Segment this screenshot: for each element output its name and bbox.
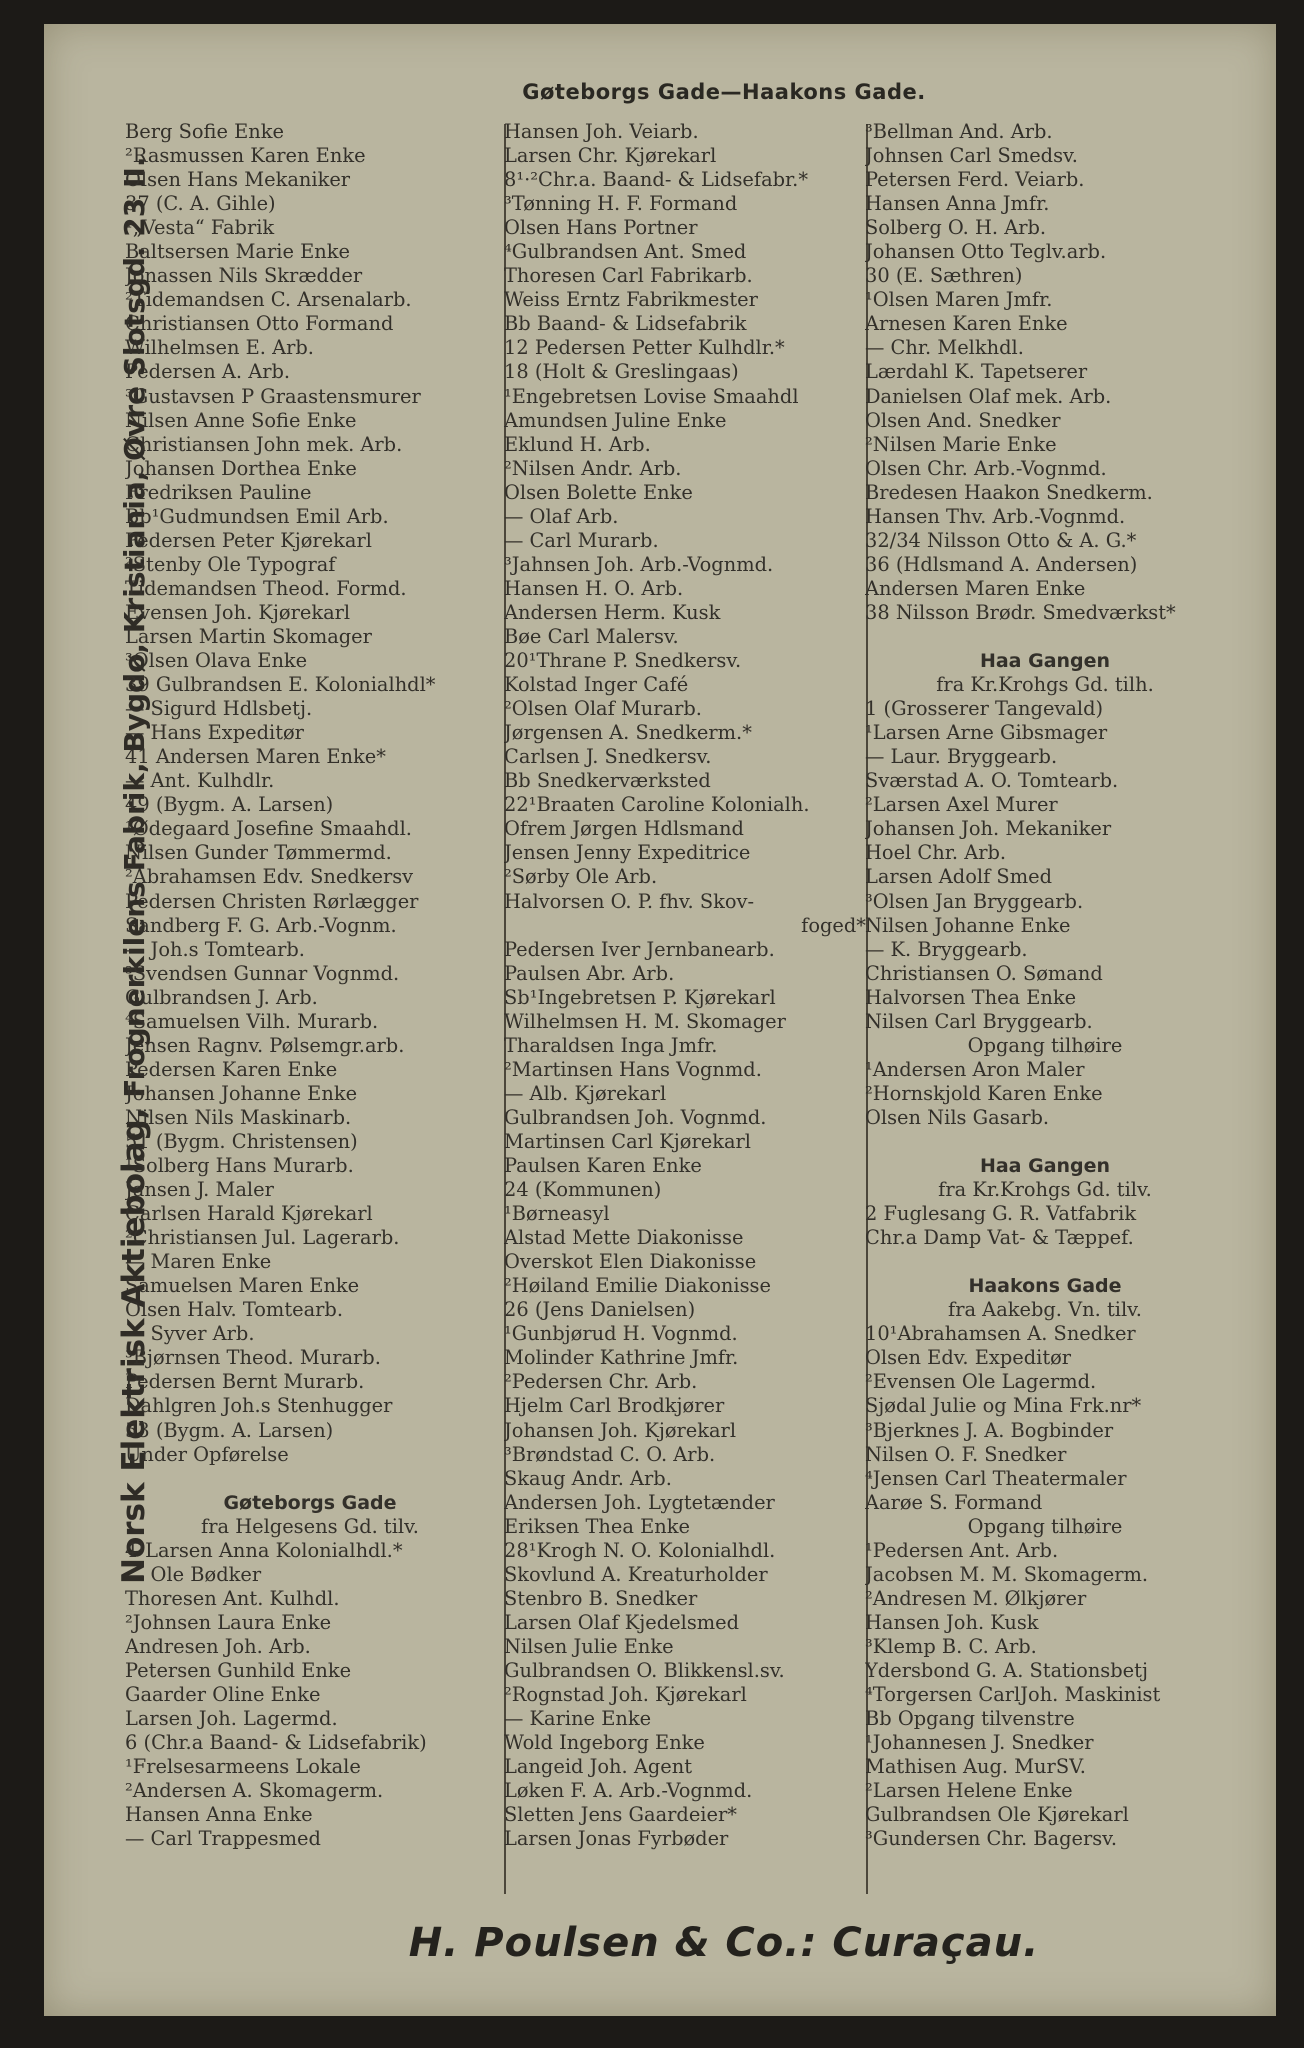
directory-entry: ²Sørby Ole Arb. bbox=[504, 865, 658, 889]
directory-entry: Larsen Adolf Smed bbox=[865, 865, 1052, 889]
section-heading: Haakons Gade bbox=[968, 1275, 1122, 1298]
directory-entry: Under Opførelse bbox=[125, 1442, 289, 1466]
directory-entry: 39 Gulbrandsen E. Kolonialhdl* bbox=[125, 673, 436, 697]
directory-entry: Dahlgren Joh.s Stenhugger bbox=[125, 1394, 393, 1418]
directory-entry: Gulbrandsen O. Blikkensl.sv. bbox=[504, 1659, 785, 1682]
directory-entry: Pedersen Christen Rørlægger bbox=[125, 889, 419, 913]
directory-entry: Halvorsen Thea Enke bbox=[865, 985, 1077, 1009]
side-ad-company: Norsk Elektrisk Aktiebolag, bbox=[116, 1107, 152, 1584]
directory-entry: Aarøe S. Formand bbox=[865, 1490, 1043, 1514]
directory-entry: Carlsen J. Snedkersv. bbox=[504, 745, 712, 769]
directory-entry: Sandberg F. G. Arb.-Vognm. bbox=[125, 913, 397, 937]
directory-entry: 49 (Bygm. A. Larsen) bbox=[125, 793, 334, 817]
directory-entry: ⁴Samuelsen Vilh. Murarb. bbox=[125, 1009, 379, 1033]
directory-entry: Hansen Thv. Arb.-Vognmd. bbox=[865, 504, 1126, 528]
section-gap bbox=[865, 1130, 1225, 1154]
directory-entry: Overskot Elen Diakonisse bbox=[504, 1250, 757, 1274]
section-subheading: fra Aakebg. Vn. tilv. bbox=[948, 1298, 1142, 1322]
directory-entry: Larsen Chr. Kjørekarl bbox=[504, 144, 717, 168]
directory-entry: Martinsen Carl Kjørekarl bbox=[504, 1129, 751, 1153]
page-footer-advertisement: H. Poulsen & Co.: Curaçau. bbox=[408, 1920, 1040, 1966]
directory-entry: ¹Larsen Arne Gibsmager bbox=[865, 721, 1108, 745]
directory-entry: Nilsen Johanne Enke bbox=[865, 913, 1071, 937]
directory-entry: Pedersen Peter Kjørekarl bbox=[125, 528, 372, 552]
directory-entry: Olsen Halv. Tomtearb. bbox=[125, 1298, 343, 1322]
section-subheading: fra Kr.Krohgs Gd. tilh. bbox=[936, 673, 1154, 697]
directory-entry: Tharaldsen Inga Jmfr. bbox=[504, 1033, 718, 1057]
directory-entry: ²Johnsen Laura Enke bbox=[125, 1610, 332, 1634]
directory-entry: Petersen Ferd. Veiarb. bbox=[865, 168, 1085, 192]
directory-entry: Bb Opgang tilvenstre bbox=[865, 1707, 1075, 1731]
directory-entry: Nilsen O. F. Snedker bbox=[865, 1442, 1067, 1466]
directory-entry: Weiss Erntz Fabrikmester bbox=[504, 288, 758, 312]
directory-entry: ¹„Vesta“ Fabrik bbox=[125, 216, 275, 240]
directory-entry: Hansen Anna Jmfr. bbox=[865, 192, 1050, 216]
directory-entry: Bøe Carl Malersv. bbox=[504, 624, 679, 648]
directory-entry: Eklund H. Arb. bbox=[504, 432, 651, 456]
directory-entry: ³Brøndstad C. O. Arb. bbox=[504, 1442, 716, 1466]
directory-entry: ²Christiansen Jul. Lagerarb. bbox=[125, 1226, 400, 1250]
directory-entry: Johnsen Carl Smedsv. bbox=[865, 144, 1078, 168]
directory-entry: ²Rasmussen Karen Enke bbox=[125, 144, 366, 168]
directory-entry: ⁴Jensen Carl Theatermaler bbox=[865, 1466, 1127, 1490]
directory-entry: Hansen Anna Enke bbox=[125, 1803, 313, 1827]
directory-entry: ³Klemp B. C. Arb. bbox=[865, 1634, 1037, 1658]
directory-entry: ²Larsen Axel Murer bbox=[865, 793, 1058, 817]
directory-entry: 22¹Braaten Caroline Kolonialh. bbox=[504, 793, 810, 817]
directory-entry: Hoel Chr. Arb. bbox=[865, 841, 1007, 865]
directory-entry: Olsen Edv. Expeditør bbox=[865, 1346, 1072, 1370]
directory-entry: Nilsen Anne Sofie Enke bbox=[125, 408, 357, 432]
directory-entry: — Ole Bødker bbox=[125, 1562, 262, 1586]
directory-entry: Kolstad Inger Café bbox=[504, 673, 689, 697]
directory-entry: ³Olsen Olava Enke bbox=[125, 649, 308, 673]
directory-entry: Pedersen Iver Jernbanearb. bbox=[504, 937, 775, 961]
directory-entry: Christiansen O. Sømand bbox=[865, 961, 1103, 985]
directory-entry: Jensen Jenny Expeditrice bbox=[504, 841, 751, 865]
section-subheading: fra Helgesens Gd. tilv. bbox=[201, 1514, 419, 1538]
directory-entry: Bb Baand- & Lidsefabrik bbox=[504, 312, 747, 336]
directory-entry: ²Nilsen Andr. Arb. bbox=[504, 456, 682, 480]
directory-entry: Chr.a Damp Vat- & Tæppef. bbox=[865, 1226, 1134, 1250]
directory-entry: Gulbrandsen Ole Kjørekarl bbox=[865, 1803, 1129, 1827]
directory-entry: Evensen Joh. Kjørekarl bbox=[125, 600, 351, 624]
directory-entry: 37 (C. A. Gihle) bbox=[125, 192, 276, 216]
directory-entry: Wold Ingeborg Enke bbox=[504, 1731, 705, 1755]
directory-entry: ¹Olsen Maren Jmfr. bbox=[865, 288, 1053, 312]
directory-entry: Olsen And. Snedker bbox=[865, 408, 1061, 432]
section-subheading: Opgang tilhøire bbox=[967, 1514, 1123, 1538]
directory-entry: ¹Pedersen Ant. Arb. bbox=[865, 1538, 1059, 1562]
directory-entry: Sjødal Julie og Mina Frk.nr* bbox=[865, 1394, 1142, 1418]
directory-entry: Olsen Hans Mekaniker bbox=[125, 168, 351, 192]
directory-entry: Jacobsen M. M. Skomagerm. bbox=[865, 1562, 1149, 1586]
directory-entry: Arnesen Karen Enke bbox=[865, 312, 1068, 336]
directory-entry: 32/34 Nilsson Otto & A. G.* bbox=[865, 528, 1137, 552]
directory-entry: Skovlund A. Kreaturholder bbox=[504, 1562, 768, 1586]
directory-entry: Johansen Otto Teglv.arb. bbox=[865, 240, 1107, 264]
directory-entry: Pedersen Bernt Murarb. bbox=[125, 1370, 365, 1394]
directory-entry: ³Svendsen Gunnar Vognmd. bbox=[125, 961, 400, 985]
directory-entry: — Hans Expeditør bbox=[125, 721, 304, 745]
directory-entry: Hansen H. O. Arb. bbox=[504, 576, 684, 600]
directory-entry: 24 (Kommunen) bbox=[504, 1178, 662, 1202]
directory-entry: 28¹Krogh N. O. Kolonialhdl. bbox=[504, 1538, 776, 1562]
directory-entry: — Laur. Bryggearb. bbox=[865, 745, 1058, 769]
directory-entry: Larsen Olaf Kjedelsmed bbox=[504, 1610, 740, 1634]
directory-entry: Wilhelmsen H. M. Skomager bbox=[504, 1009, 786, 1033]
directory-entry: Gulbrandsen J. Arb. bbox=[125, 985, 318, 1009]
directory-entry: ¹Gunbjørud H. Vognmd. bbox=[504, 1322, 738, 1346]
directory-entry: ³Jahnsen Joh. Arb.-Vognmd. bbox=[504, 552, 774, 576]
directory-entry: — Carl Trappesmed bbox=[125, 1827, 321, 1851]
section-gap bbox=[865, 1250, 1225, 1274]
directory-entry: Bb¹Gudmundsen Emil Arb. bbox=[125, 504, 389, 528]
directory-entry: Nilsen Gunder Tømmermd. bbox=[125, 841, 392, 865]
directory-entry: 26 (Jens Danielsen) bbox=[504, 1298, 696, 1322]
directory-entry: Hansen Joh. Veiarb. bbox=[504, 120, 699, 143]
directory-entry: — Sigurd Hdlsbetj. bbox=[125, 697, 313, 721]
directory-entry: ²Tidemandsen C. Arsenalarb. bbox=[125, 288, 412, 312]
directory-entry: ²Larsen Helene Enke bbox=[865, 1779, 1073, 1803]
directory-entry: Petersen Gunhild Enke bbox=[125, 1659, 352, 1682]
directory-entry: 38 Nilsson Brødr. Smedværkst* bbox=[865, 600, 1176, 624]
directory-entry: ¹Solberg Hans Murarb. bbox=[125, 1154, 354, 1178]
directory-entry: Andersen Maren Enke bbox=[865, 576, 1086, 600]
directory-entry: ³Gundersen Chr. Bagersv. bbox=[865, 1827, 1118, 1851]
directory-entry: ²Andersen A. Skomagerm. bbox=[125, 1779, 384, 1803]
directory-entry: — Karine Enke bbox=[504, 1707, 652, 1731]
directory-entry: Nilsen Julie Enke bbox=[504, 1634, 674, 1658]
page-header: Gøteborgs Gade—Haakons Gade. bbox=[522, 80, 926, 104]
directory-entry: Olsen Chr. Arb.-Vognmd. bbox=[865, 456, 1107, 480]
directory-entry: Johansen Joh. Mekaniker bbox=[865, 817, 1112, 841]
directory-entry: ¹Frelsesarmeens Lokale bbox=[125, 1755, 361, 1779]
directory-entry: Jansen J. Maler bbox=[125, 1178, 274, 1202]
directory-entry: ²Abrahamsen Edv. Snedkersv bbox=[125, 865, 414, 889]
directory-column-1 bbox=[125, 120, 495, 1851]
directory-entry: ³Bjerknes J. A. Bogbinder bbox=[865, 1418, 1114, 1442]
directory-entry: Sværstad A. O. Tomtearb. bbox=[865, 769, 1119, 793]
directory-entry: — Carl Murarb. bbox=[504, 528, 659, 552]
section-heading: Haa Gangen bbox=[979, 1155, 1111, 1178]
directory-entry: ³Bellman And. Arb. bbox=[865, 120, 1053, 143]
directory-entry: 2 Fuglesang G. R. Vatfabrik bbox=[865, 1202, 1137, 1226]
directory-column-3 bbox=[865, 120, 1225, 1851]
section-gap bbox=[125, 1467, 495, 1491]
directory-entry: Hjelm Carl Brodkjører bbox=[504, 1394, 725, 1418]
directory-entry: 41 Andersen Maren Enke* bbox=[125, 745, 386, 769]
directory-entry: Christiansen John mek. Arb. bbox=[125, 432, 403, 456]
directory-entry: 8¹·²Chr.a. Baand- & Lidsefabr.* bbox=[504, 168, 809, 192]
directory-entry: — Maren Enke bbox=[125, 1250, 272, 1274]
directory-column-2 bbox=[504, 120, 866, 1851]
directory-entry: Ofrem Jørgen Hdlsmand bbox=[504, 817, 744, 841]
directory-entry: — Chr. Melkhdl. bbox=[865, 336, 1024, 360]
directory-entry: Olsen Hans Portner bbox=[504, 216, 698, 240]
directory-entry: Bredesen Haakon Snedkerm. bbox=[865, 480, 1153, 504]
directory-entry: Danielsen Olaf mek. Arb. bbox=[865, 384, 1112, 408]
directory-entry: Bb Snedkerværksted bbox=[504, 769, 711, 793]
directory-entry: Mathisen Aug. MurSV. bbox=[865, 1755, 1086, 1779]
directory-entry: foged* bbox=[801, 913, 866, 937]
directory-entry: Solberg O. H. Arb. bbox=[865, 216, 1047, 240]
directory-entry: Johansen Joh. Kjørekarl bbox=[504, 1418, 737, 1442]
section-heading: Gøteborgs Gade bbox=[223, 1491, 397, 1514]
directory-entry: ²Olsen Olaf Murarb. bbox=[504, 697, 702, 721]
directory-entry: ⁴Gulbrandsen Ant. Smed bbox=[504, 240, 747, 264]
section-subheading: fra Kr.Krohgs Gd. tilv. bbox=[938, 1178, 1152, 1202]
directory-entry: ¹Engebretsen Lovise Smaahdl bbox=[504, 384, 799, 408]
directory-entry: Larsen Martin Skomager bbox=[125, 624, 372, 648]
directory-entry: ³Tønning H. F. Formand bbox=[504, 192, 738, 216]
directory-entry: — K. Bryggearb. bbox=[865, 937, 1028, 961]
section-gap bbox=[865, 625, 1225, 649]
directory-entry: 30 (E. Sæthren) bbox=[865, 264, 1023, 288]
directory-entry: Christiansen Otto Formand bbox=[125, 312, 394, 336]
directory-entry: ¹Johannesen J. Snedker bbox=[865, 1731, 1094, 1755]
side-ad-text: Frognerkilens Fabrik, Bygdø, Kristiania, Øvre Slotsgd. 23 II. bbox=[118, 156, 151, 1098]
directory-entry: ³Bjørnsen Theod. Murarb. bbox=[125, 1346, 381, 1370]
directory-entry: Skaug Andr. Arb. bbox=[504, 1466, 672, 1490]
directory-entry: Eriksen Thea Enke bbox=[504, 1514, 690, 1538]
directory-entry: 18 (Holt & Greslingaas) bbox=[504, 360, 739, 384]
directory-entry: Jensen Ragnv. Pølsemgr.arb. bbox=[125, 1033, 405, 1057]
directory-entry: Lærdahl K. Tapetserer bbox=[865, 360, 1088, 384]
directory-entry: ²Hornskjold Karen Enke bbox=[865, 1081, 1103, 1105]
directory-entry: Sb¹Ingebretsen P. Kjørekarl bbox=[504, 985, 776, 1009]
directory-entry: ³Gustavsen P Graastensmurer bbox=[125, 384, 421, 408]
directory-entry: Stenbro B. Snedker bbox=[504, 1586, 698, 1610]
directory-entry: ²Pedersen Chr. Arb. bbox=[504, 1370, 698, 1394]
directory-entry: Nilsen Carl Bryggearb. bbox=[865, 1009, 1093, 1033]
directory-entry: Amundsen Juline Enke bbox=[504, 408, 727, 432]
directory-entry: Nilsen Nils Maskinarb. bbox=[125, 1105, 352, 1129]
directory-entry: Baltsersen Marie Enke bbox=[125, 240, 350, 264]
directory-entry: Sletten Jens Gaardeier* bbox=[504, 1803, 737, 1827]
directory-entry: 4¹Larsen Anna Kolonialhdl.* bbox=[125, 1538, 403, 1562]
directory-entry: ²Martinsen Hans Vognmd. bbox=[504, 1057, 762, 1081]
directory-entry: Alstad Mette Diakonisse bbox=[504, 1226, 744, 1250]
directory-entry: Gaarder Oline Enke bbox=[125, 1683, 321, 1707]
directory-entry: 1 (Grosserer Tangevald) bbox=[865, 697, 1104, 721]
directory-entry: ⁴Torgersen CarlJoh. Maskinist bbox=[865, 1683, 1161, 1707]
directory-entry: Fredriksen Pauline bbox=[125, 480, 312, 504]
directory-entry: Johansen Johanne Enke bbox=[125, 1081, 358, 1105]
directory-entry: Hansen Joh. Kusk bbox=[865, 1610, 1039, 1634]
directory-entry: ²Høiland Emilie Diakonisse bbox=[504, 1274, 771, 1298]
directory-entry: ¹Andersen Aron Maler bbox=[865, 1057, 1085, 1081]
directory-entry: — Syver Arb. bbox=[125, 1322, 255, 1346]
directory-entry: 12 Pedersen Petter Kulhdlr.* bbox=[504, 336, 785, 360]
directory-entry: ²Evensen Ole Lagermd. bbox=[865, 1370, 1097, 1394]
directory-entry: 6 (Chr.a Baand- & Lidsefabrik) bbox=[125, 1731, 427, 1755]
directory-entry: Thoresen Carl Fabrikarb. bbox=[504, 264, 753, 288]
directory-entry: Paulsen Abr. Arb. bbox=[504, 961, 675, 985]
directory-entry: 51 (Bygm. Christensen) bbox=[125, 1129, 358, 1153]
directory-entry: ²Nilsen Marie Enke bbox=[865, 432, 1057, 456]
directory-entry: 53 (Bygm. A. Larsen) bbox=[125, 1418, 334, 1442]
directory-entry: Jonassen Nils Skrædder bbox=[125, 264, 363, 288]
directory-entry: Pedersen A. Arb. bbox=[125, 360, 291, 384]
directory-entry: 36 (Hdlsmand A. Andersen) bbox=[865, 552, 1138, 576]
directory-entry: Carlsen Harald Kjørekarl bbox=[125, 1202, 373, 1226]
directory-entry: Larsen Joh. Lagermd. bbox=[125, 1707, 338, 1731]
directory-entry: ²Rognstad Joh. Kjørekarl bbox=[504, 1683, 747, 1707]
directory-entry: ²Stenby Ole Typograf bbox=[125, 552, 336, 576]
directory-entry: Ydersbond G. A. Stationsbetj bbox=[865, 1659, 1148, 1682]
directory-entry: Andersen Joh. Lygtetænder bbox=[504, 1490, 775, 1514]
directory-entry: Jørgensen A. Snedkerm.* bbox=[504, 721, 752, 745]
directory-entry: Andersen Herm. Kusk bbox=[504, 600, 721, 624]
directory-entry: Pedersen Karen Enke bbox=[125, 1057, 338, 1081]
directory-entry: Olsen Nils Gasarb. bbox=[865, 1105, 1050, 1129]
directory-entry: Johansen Dorthea Enke bbox=[125, 456, 357, 480]
directory-entry: Løken F. A. Arb.-Vognmd. bbox=[504, 1779, 753, 1803]
directory-entry: ³Olsen Jan Bryggearb. bbox=[865, 889, 1084, 913]
directory-entry: Gulbrandsen Joh. Vognmd. bbox=[504, 1105, 767, 1129]
directory-entry: 10¹Abrahamsen A. Snedker bbox=[865, 1322, 1136, 1346]
directory-entry: Paulsen Karen Enke bbox=[504, 1154, 702, 1178]
directory-entry: — Olaf Arb. bbox=[504, 504, 619, 528]
directory-entry: Olsen Bolette Enke bbox=[504, 480, 693, 504]
directory-entry: 20¹Thrane P. Snedkersv. bbox=[504, 649, 742, 673]
directory-entry: Berg Sofie Enke bbox=[125, 120, 284, 143]
directory-entry: Halvorsen O. P. fhv. Skov- bbox=[504, 889, 755, 913]
directory-entry: Tidemandsen Theod. Formd. bbox=[125, 576, 407, 600]
section-heading: Haa Gangen bbox=[979, 650, 1111, 673]
directory-entry: Samuelsen Maren Enke bbox=[125, 1274, 360, 1298]
directory-entry: Andresen Joh. Arb. bbox=[125, 1634, 311, 1658]
directory-entry: Molinder Kathrine Jmfr. bbox=[504, 1346, 739, 1370]
directory-entry: — Joh.s Tomtearb. bbox=[125, 937, 305, 961]
directory-entry: Langeid Joh. Agent bbox=[504, 1755, 693, 1779]
directory-entry: Larsen Jonas Fyrbøder bbox=[504, 1827, 729, 1851]
directory-entry: Wilhelmsen E. Arb. bbox=[125, 336, 314, 360]
directory-entry: Thoresen Ant. Kulhdl. bbox=[125, 1586, 340, 1610]
directory-entry: — Ant. Kulhdlr. bbox=[125, 769, 275, 793]
section-subheading: Opgang tilhøire bbox=[967, 1033, 1123, 1057]
directory-entry: — Alb. Kjørekarl bbox=[504, 1081, 667, 1105]
directory-entry: ²Andresen M. Ølkjører bbox=[865, 1586, 1087, 1610]
directory-entry: ¹Ødegaard Josefine Smaahdl. bbox=[125, 817, 412, 841]
directory-entry: ¹Børneasyl bbox=[504, 1202, 610, 1226]
